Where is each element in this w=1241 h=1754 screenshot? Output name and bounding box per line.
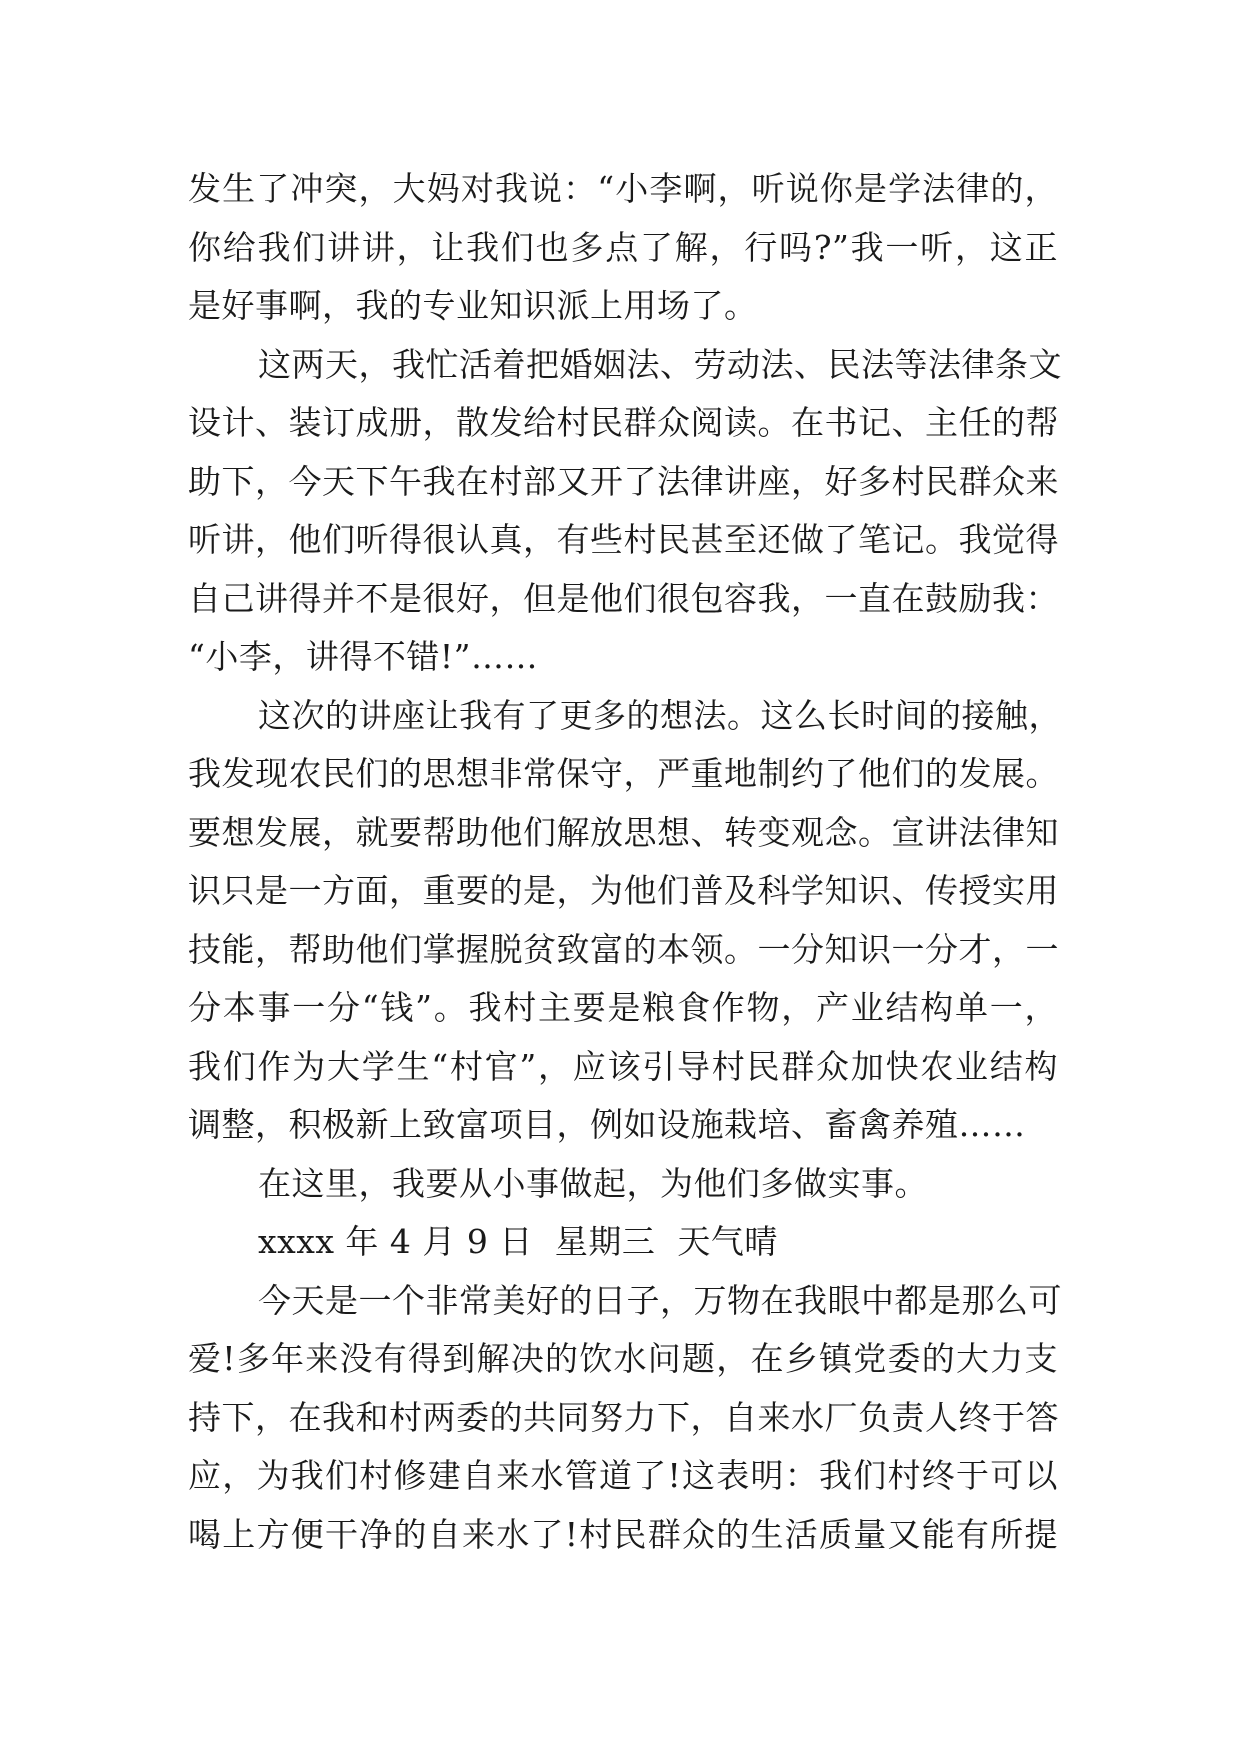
text-line: 持下，在我和村两委的共同努力下，自来水厂负责人终于答 <box>188 1397 1059 1437</box>
document-body <box>188 160 1062 1564</box>
text-line: 今天是一个非常美好的日子，万物在我眼中都是那么可 <box>258 1280 1062 1320</box>
text-line: 自己讲得并不是很好，但是他们很包容我，一直在鼓励我： <box>188 578 1059 618</box>
text-line: 发生了冲突，大妈对我说：“小李啊，听说你是学法律的， <box>188 169 1058 208</box>
text-line: 听讲，他们听得很认真，有些村民甚至还做了笔记。我觉得 <box>188 520 1059 559</box>
text-line: 喝上方便干净的自来水了!村民群众的生活质量又能有所提 <box>188 1514 1058 1554</box>
text-line: 要想发展，就要帮助他们解放思想、转变观念。宣讲法律知 <box>188 812 1059 852</box>
text-line: 这两天，我忙活着把婚姻法、劳动法、民法等法律条文 <box>258 344 1062 384</box>
text-line: 应，为我们村修建自来水管道了!这表明：我们村终于可以 <box>188 1456 1058 1495</box>
text-line: 我们作为大学生“村官”，应该引导村民群众加快农业结构 <box>188 1046 1058 1086</box>
text-line: 设计、装订成册，散发给村民群众阅读。在书记、主任的帮 <box>188 403 1059 442</box>
text-line: 识只是一方面，重要的是，为他们普及科学知识、传授实用 <box>188 871 1059 910</box>
text-line: 技能，帮助他们掌握脱贫致富的本领。一分知识一分才，一 <box>188 929 1059 969</box>
text-line: 助下，今天下午我在村部又开了法律讲座，好多村民群众来 <box>188 461 1059 501</box>
paragraph <box>188 160 1058 336</box>
text-line: 是好事啊，我的专业知识派上用场了。 <box>188 286 758 325</box>
text-line: 在这里，我要从小事做起，为他们多做实事。 <box>258 1163 928 1203</box>
text-line: 你给我们讲讲，让我们也多点了解，行吗?”我一听，这正 <box>188 227 1058 267</box>
paragraph <box>188 687 1062 1155</box>
text-line: 这次的讲座让我有了更多的想法。这么长时间的接触， <box>258 695 1062 735</box>
text-line: 分本事一分“钱”。我村主要是粮食作物，产业结构单一， <box>188 988 1058 1027</box>
paragraph <box>188 1272 1062 1565</box>
text-line: 爱!多年来没有得到解决的饮水问题，在乡镇党委的大力支 <box>188 1339 1058 1378</box>
date-heading: xxxx 年 4 月 9 日 星期三 天气晴 <box>258 1222 778 1261</box>
diary-date-line <box>188 1213 1058 1272</box>
text-line: “小李，讲得不错!”…… <box>188 637 539 676</box>
paragraph <box>188 336 1062 687</box>
paragraph <box>188 1155 1058 1214</box>
text-line: 调整，积极新上致富项目，例如设施栽培、畜禽养殖…… <box>188 1105 1026 1144</box>
text-line: 我发现农民们的思想非常保守，严重地制约了他们的发展。 <box>188 754 1059 793</box>
